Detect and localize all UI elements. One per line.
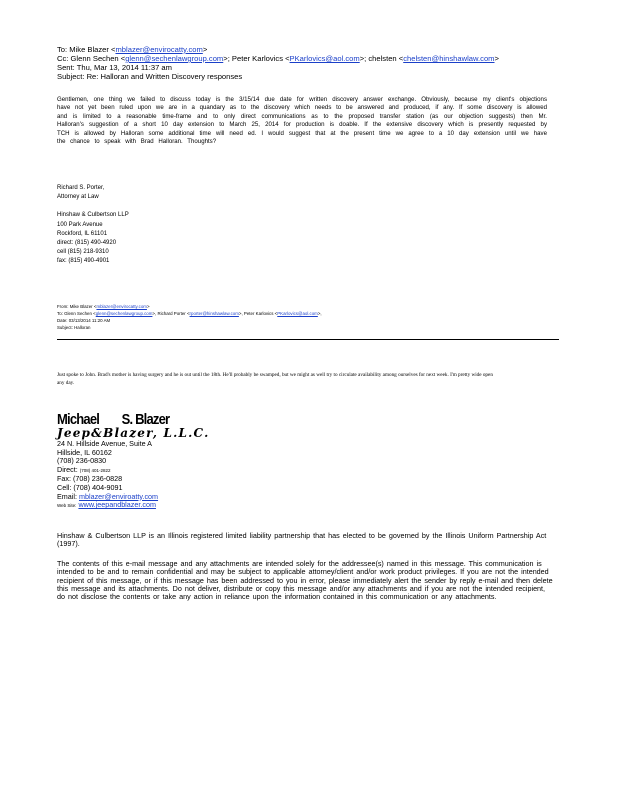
email-sent-line: Sent: Thu, Mar 13, 2014 11:37 am: [57, 63, 172, 72]
fwd-to3-link[interactable]: PKarlovics@aol.com: [277, 311, 318, 316]
blazer-web-link[interactable]: www.jeepandblazer.com: [78, 500, 156, 510]
partnership-notice: Hinshaw & Culbertson LLP is an Illinois registered limited liability partnership that has elected to be governed by the Illinois Uniform Partnership Act (1997).: [57, 531, 547, 549]
blazer-firm-logo: Jeep&Blazer, L.L.C.: [57, 426, 210, 440]
confidentiality-notice: The contents of this e-mail message and any attachments are intended solely for the addressee(s) named in this message. This communication is intended to be and to remain confidential and may be subject to applicable attorney/client and/or work product privileges. If you are not the intended recipient of this message, or if this message has been addressed to you in error, please immediately alert the sender by reply e-mail and then delete this message and its attachments. Do not deliver, distribute or copy this message and/or any attachments and if you are not the intended recipient, do not disclose the contents or take any action in reliance upon the information contained in this communication or any attachments.: [57, 559, 553, 602]
cc1-email-link[interactable]: glenn@sechenlawgroup.com: [125, 54, 224, 63]
fwd-to1-link[interactable]: glenn@sechenlawgroup.com: [95, 311, 153, 316]
cc2-email-link[interactable]: PKarlovics@aol.com: [289, 54, 360, 63]
fwd-to2-link[interactable]: rporter@hinshawlaw.com: [189, 311, 239, 316]
email-subject-line: Subject: Re: Halloran and Written Discovery responses: [57, 72, 243, 81]
fwd-from-link[interactable]: mblazer@envirocatty.com: [96, 304, 147, 309]
email-to-line: To: Mike Blazer <mblazer@envirocatty.com>: [57, 45, 208, 54]
blazer-name: Michael S. Blazer: [57, 410, 170, 428]
forward-header: From: Mike Blazer <mblazer@envirocatty.com> To: Glenn Sechen <glenn@sechenlawgroup.com>, Richard Porter <rporter@hinshawlaw.com>, Peter Karlovics <PKarlovics@aol.com>, Date: 03/13/2014 11:20 AM Subject: Halloran: [57, 304, 322, 330]
cc3-email-link[interactable]: chelsten@hinshawlaw.com: [403, 54, 495, 63]
blazer-contact: 24 N. Hillside Avenue, Suite A Hillside, IL 60162 (708) 236-0830 Direct: (708) 401-2822 Fax: (708) 236-0828 Cell: (708) 404-9091 Email: mblazer@enviroatty.com Web Site: www.jeepandblazer.com: [57, 439, 159, 510]
forward-body: Just spoke to John. Brad's mother is having surgery and he is out until the 18th. He'll probably be swamped, but we might as well try to circulate availability among ourselves for next week. I'm pretty wide open any day.: [57, 372, 493, 386]
to-email-link[interactable]: mblazer@envirocatty.com: [115, 45, 203, 54]
email-body: Gentlemen, one thing we failed to discuss today is the 3/15/14 due date for written discovery answer exchange. Obviously, because my client's objections have not yet been ruled upon we are in a quandary as to the discovery which needs to be answered and produced, if any. If some discovery is allowed and is limited to a reasonable time-frame and to only direct communications as to the proposed transfer station (as our objection suggests) then Mr. Halloran's suggestion of a short 10 day extension to March 25, 2014 for production is doable. If the extensive discovery which is presently requested by TCH is allowed by Halloran some additional time will need ed. I would suggest that at the present time we agree to a 10 day extension until we have the chance to speak with Brad Halloran. Thoughts?: [57, 96, 547, 146]
email-cc-line: Cc: Glenn Sechen <glenn@sechenlawgroup.com>; Peter Karlovics <PKarlovics@aol.com>; chelsten <chelsten@hinshawlaw.com>: [57, 54, 499, 63]
divider: [57, 339, 559, 340]
blazer-email-link[interactable]: mblazer@enviroatty.com: [78, 491, 159, 501]
porter-signature: Richard S. Porter, Attorney at Law Hinshaw & Culbertson LLP 100 Park Avenue Rockford, IL 61101 direct: (815) 490-4920 cell (815) 218-9310 fax: (815) 490-4901: [57, 185, 129, 265]
